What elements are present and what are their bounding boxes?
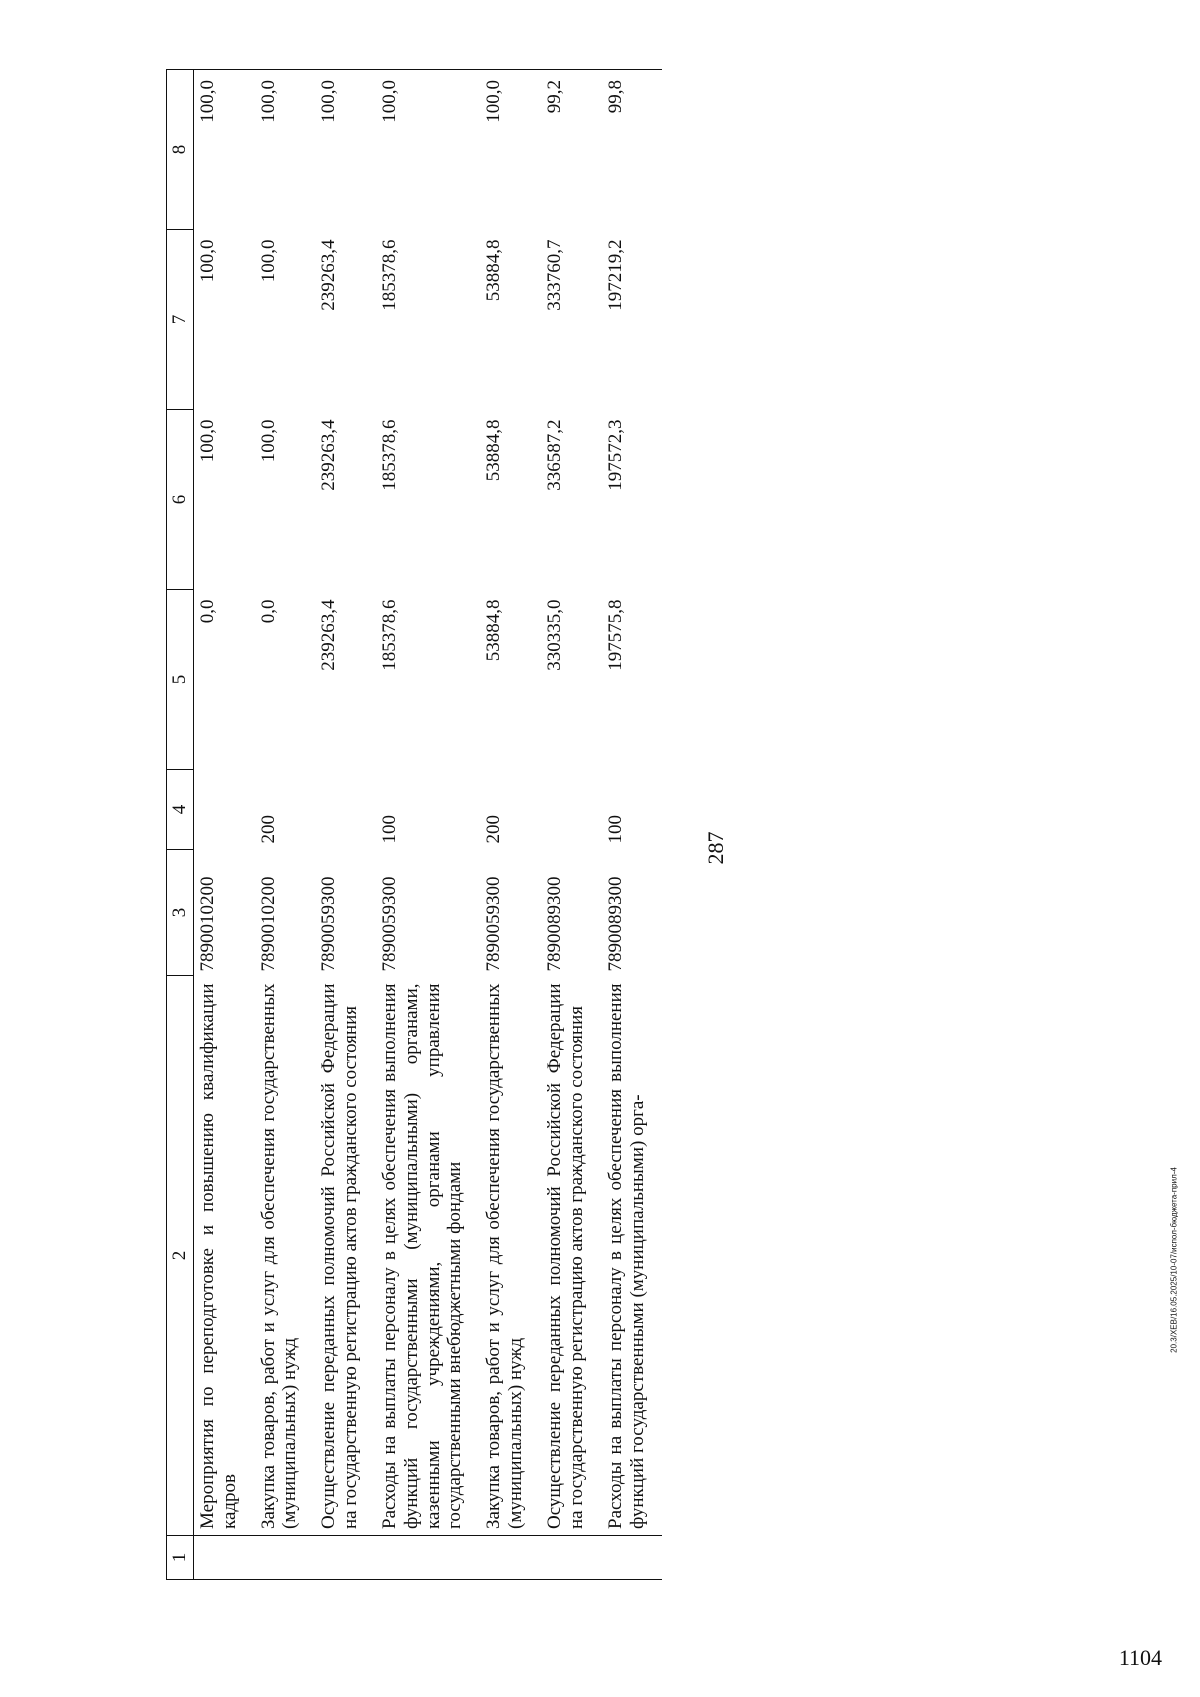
col6-cell: 239263,4 (318, 419, 340, 491)
col8-cell: 100,0 (480, 70, 541, 230)
col5-cell: 53884,8 (483, 599, 505, 662)
target-code-cell: 7890010200 (196, 876, 218, 972)
description-cell: Закупка товаров, работ и услуг для обеспечения государственных (муниципальных) нужд (257, 983, 301, 1529)
expense-type-cell: 100 (378, 815, 400, 844)
col5-cell: 185378,6 (378, 599, 400, 671)
col7-cell: 100,0 (257, 239, 279, 283)
col5-cell: 239263,4 (318, 599, 340, 671)
header-col-3: 3 (167, 850, 194, 976)
budget-table-rotated (166, 70, 1046, 1580)
header-col-7: 7 (167, 230, 194, 410)
col8-cell: 99,8 (602, 70, 663, 230)
description-cell: Осуществление переданных полномочий Российской Федерации на государственную регистрацию актов гражданского состояния (543, 983, 587, 1529)
col7-cell: 197219,2 (604, 239, 626, 311)
row-number-cell (376, 1536, 480, 1580)
col8-cell: 100,0 (376, 70, 480, 230)
target-code-cell: 7890059300 (378, 876, 400, 972)
table-row (255, 70, 316, 1580)
target-code-cell: 7890059300 (318, 876, 340, 972)
description-cell: Расходы на выплаты персоналу в целях обеспечения выполнения функций государственными (муниципальными) органами, казенными учреждениями, органами управления государственными внебюджетными фондами (378, 983, 466, 1529)
col6-cell: 100,0 (196, 419, 218, 463)
expense-type-cell (315, 770, 376, 850)
col6-cell: 53884,8 (483, 419, 505, 482)
table-row (541, 70, 602, 1580)
target-code-cell: 7890089300 (604, 876, 626, 972)
table-row (315, 70, 376, 1580)
target-code-cell: 7890010200 (257, 876, 279, 972)
expense-type-cell: 200 (257, 815, 279, 844)
col7-cell: 53884,8 (483, 239, 505, 302)
budget-table (166, 69, 662, 1580)
table-row (193, 70, 254, 1580)
col8-cell: 100,0 (255, 70, 316, 230)
col7-cell: 100,0 (196, 239, 218, 283)
row-number-cell (193, 1536, 254, 1580)
file-stamp: 20.3/ХЕВ/16.05.2025/10-07/испол-бюджета-прил-4 (1169, 1167, 1179, 1353)
table-row (602, 70, 663, 1580)
target-code-cell: 7890089300 (543, 876, 565, 972)
header-col-1: 1 (167, 1536, 194, 1580)
col7-cell: 185378,6 (378, 239, 400, 311)
table-header-row (167, 70, 194, 1580)
col5-cell: 0,0 (257, 599, 279, 624)
row-number-cell (541, 1536, 602, 1580)
row-number-cell (602, 1536, 663, 1580)
col5-cell: 197575,8 (604, 599, 626, 671)
page-number: 287 (703, 831, 728, 865)
col6-cell: 197572,3 (604, 419, 626, 491)
row-number-cell (255, 1536, 316, 1580)
expense-type-cell: 100 (604, 815, 626, 844)
header-col-5: 5 (167, 590, 194, 770)
description-cell: Мероприятия по переподготовке и повышению квалификации кадров (196, 983, 240, 1529)
col7-cell: 239263,4 (318, 239, 340, 311)
footer-page-number: 1104 (1118, 1645, 1162, 1670)
col5-cell: 330335,0 (543, 599, 565, 671)
table-row (376, 70, 480, 1580)
row-number-cell (480, 1536, 541, 1580)
header-col-6: 6 (167, 410, 194, 590)
expense-type-cell (193, 770, 254, 850)
description-cell: Расходы на выплаты персоналу в целях обеспечения выполнения функций государственными (муниципальными) орга- (604, 983, 648, 1529)
description-cell: Закупка товаров, работ и услуг для обеспечения государственных (муниципальных) нужд (483, 983, 527, 1529)
col8-cell: 100,0 (193, 70, 254, 230)
col6-cell: 336587,2 (543, 419, 565, 491)
target-code-cell: 7890059300 (483, 876, 505, 972)
col8-cell: 100,0 (315, 70, 376, 230)
expense-type-cell: 200 (483, 815, 505, 844)
row-number-cell (315, 1536, 376, 1580)
expense-type-cell (541, 770, 602, 850)
col7-cell: 333760,7 (543, 239, 565, 311)
col8-cell: 99,2 (541, 70, 602, 230)
col5-cell: 0,0 (196, 599, 218, 624)
table-row (480, 70, 541, 1580)
header-col-8: 8 (167, 70, 194, 230)
header-col-4: 4 (167, 770, 194, 850)
col6-cell: 185378,6 (378, 419, 400, 491)
header-col-2: 2 (167, 976, 194, 1536)
col6-cell: 100,0 (257, 419, 279, 463)
description-cell: Осуществление переданных полномочий Российской Федерации на государственную регистрацию актов гражданского состояния (318, 983, 362, 1529)
